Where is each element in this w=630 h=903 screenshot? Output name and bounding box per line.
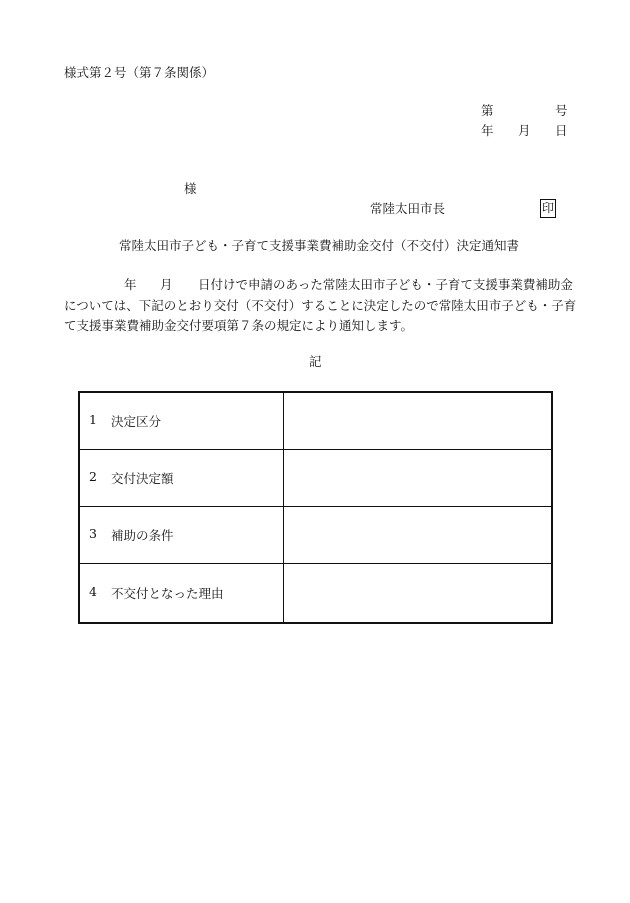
addressee-honorific: 様	[184, 181, 197, 196]
notice-title: 常陸太田市子ども・子育て支援事業費補助金交付（不交付）決定通知書	[119, 238, 520, 253]
value-cell	[283, 563, 552, 623]
item-cell	[79, 449, 283, 506]
item-number: 3	[89, 525, 97, 541]
form-number: 様式第２号（第７条関係）	[64, 65, 215, 80]
document-number-prefix: 第	[481, 103, 494, 118]
table-row	[79, 392, 552, 449]
body-line-3: て支援事業費補助金交付要項第７条の規定により通知します。	[64, 318, 414, 333]
document-number-suffix: 号	[555, 103, 568, 118]
table-row	[79, 506, 552, 563]
value-cell	[283, 506, 552, 563]
ki-heading: 記	[309, 354, 322, 369]
item-number: 1	[89, 411, 97, 427]
item-cell	[79, 563, 283, 623]
body-date-year: 年	[124, 277, 137, 292]
date-month-label: 月	[518, 123, 531, 138]
table-row	[79, 563, 552, 623]
date-year-label: 年	[481, 123, 494, 138]
value-cell	[283, 392, 552, 449]
body-line-2: については、下記のとおり交付（不交付）することに決定したので常陸太田市子ども・子育	[64, 298, 577, 313]
item-number: 4	[89, 583, 97, 599]
item-cell	[79, 506, 283, 563]
date-day-label: 日	[555, 123, 568, 138]
item-number: 2	[89, 468, 97, 484]
issuer-title: 常陸太田市長	[370, 201, 446, 216]
item-label: 交付決定額	[111, 470, 174, 486]
item-label: 不交付となった理由	[111, 585, 224, 601]
item-label: 決定区分	[111, 413, 162, 429]
table-row	[79, 449, 552, 506]
decision-table	[78, 391, 553, 624]
item-label: 補助の条件	[111, 527, 174, 543]
body-date-month: 月	[160, 277, 173, 292]
body-line-1: 日付けで申請のあった常陸太田市子ども・子育て支援事業費補助金	[198, 277, 573, 292]
item-cell	[79, 392, 283, 449]
seal-stamp: 印	[540, 199, 556, 218]
value-cell	[283, 449, 552, 506]
